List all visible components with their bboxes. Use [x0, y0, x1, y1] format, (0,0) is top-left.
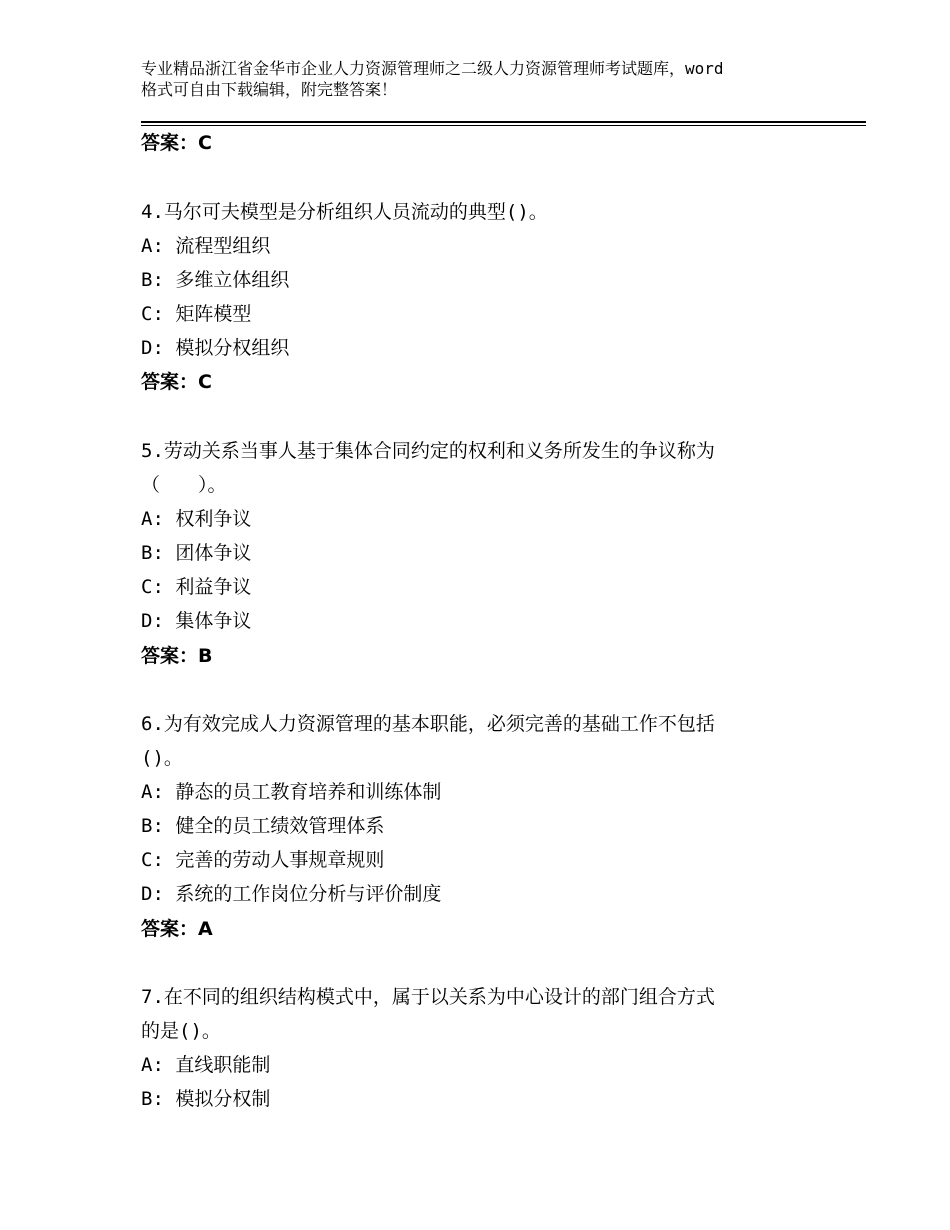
- question-4-option-d: D: 模拟分权组织: [141, 337, 290, 359]
- question-7-stem-line-1: 7.在不同的组织结构模式中，属于以关系为中心设计的部门组合方式: [141, 986, 715, 1008]
- question-5-answer: 答案：B: [141, 645, 213, 667]
- question-4-option-a: A: 流程型组织: [141, 235, 271, 257]
- question-6-option-a: A: 静态的员工教育培养和训练体制: [141, 781, 442, 803]
- question-5-option-d: D: 集体争议: [141, 610, 252, 632]
- page-header: [141, 58, 841, 100]
- question-6-option-c: C: 完善的劳动人事规章规则: [141, 849, 385, 871]
- question-5-stem-line-1: 5.劳动关系当事人基于集体合同约定的权利和义务所发生的争议称为: [141, 440, 715, 462]
- header-title-line-2: 格式可自由下载编辑，附完整答案！: [141, 80, 398, 99]
- question-6-stem-line-2: ()。: [141, 747, 183, 769]
- question-6-option-d: D: 系统的工作岗位分析与评价制度: [141, 883, 442, 905]
- question-5-option-c: C: 利益争议: [141, 576, 252, 598]
- question-6-option-b: B: 健全的员工绩效管理体系: [141, 815, 385, 837]
- question-7-option-a: A: 直线职能制: [141, 1054, 271, 1076]
- header-divider: [141, 121, 866, 126]
- question-7-option-b: B: 模拟分权制: [141, 1088, 271, 1110]
- question-5-stem-line-2: （ ）。: [141, 474, 227, 496]
- question-6-answer: 答案：A: [141, 918, 213, 940]
- header-title-line-1: 专业精品浙江省金华市企业人力资源管理师之二级人力资源管理师考试题库，word: [141, 59, 724, 78]
- question-5-option-a: A: 权利争议: [141, 508, 252, 530]
- question-5-option-b: B: 团体争议: [141, 542, 252, 564]
- question-4-answer: 答案：C: [141, 371, 212, 393]
- question-7-stem-line-2: 的是()。: [141, 1020, 221, 1042]
- question-6-stem-line-1: 6.为有效完成人力资源管理的基本职能，必须完善的基础工作不包括: [141, 713, 715, 735]
- question-4-option-c: C: 矩阵模型: [141, 303, 252, 325]
- question-4-option-b: B: 多维立体组织: [141, 269, 290, 291]
- question-4-stem: 4.马尔可夫模型是分析组织人员流动的典型()。: [141, 201, 548, 223]
- answer-previous: 答案：C: [141, 132, 212, 154]
